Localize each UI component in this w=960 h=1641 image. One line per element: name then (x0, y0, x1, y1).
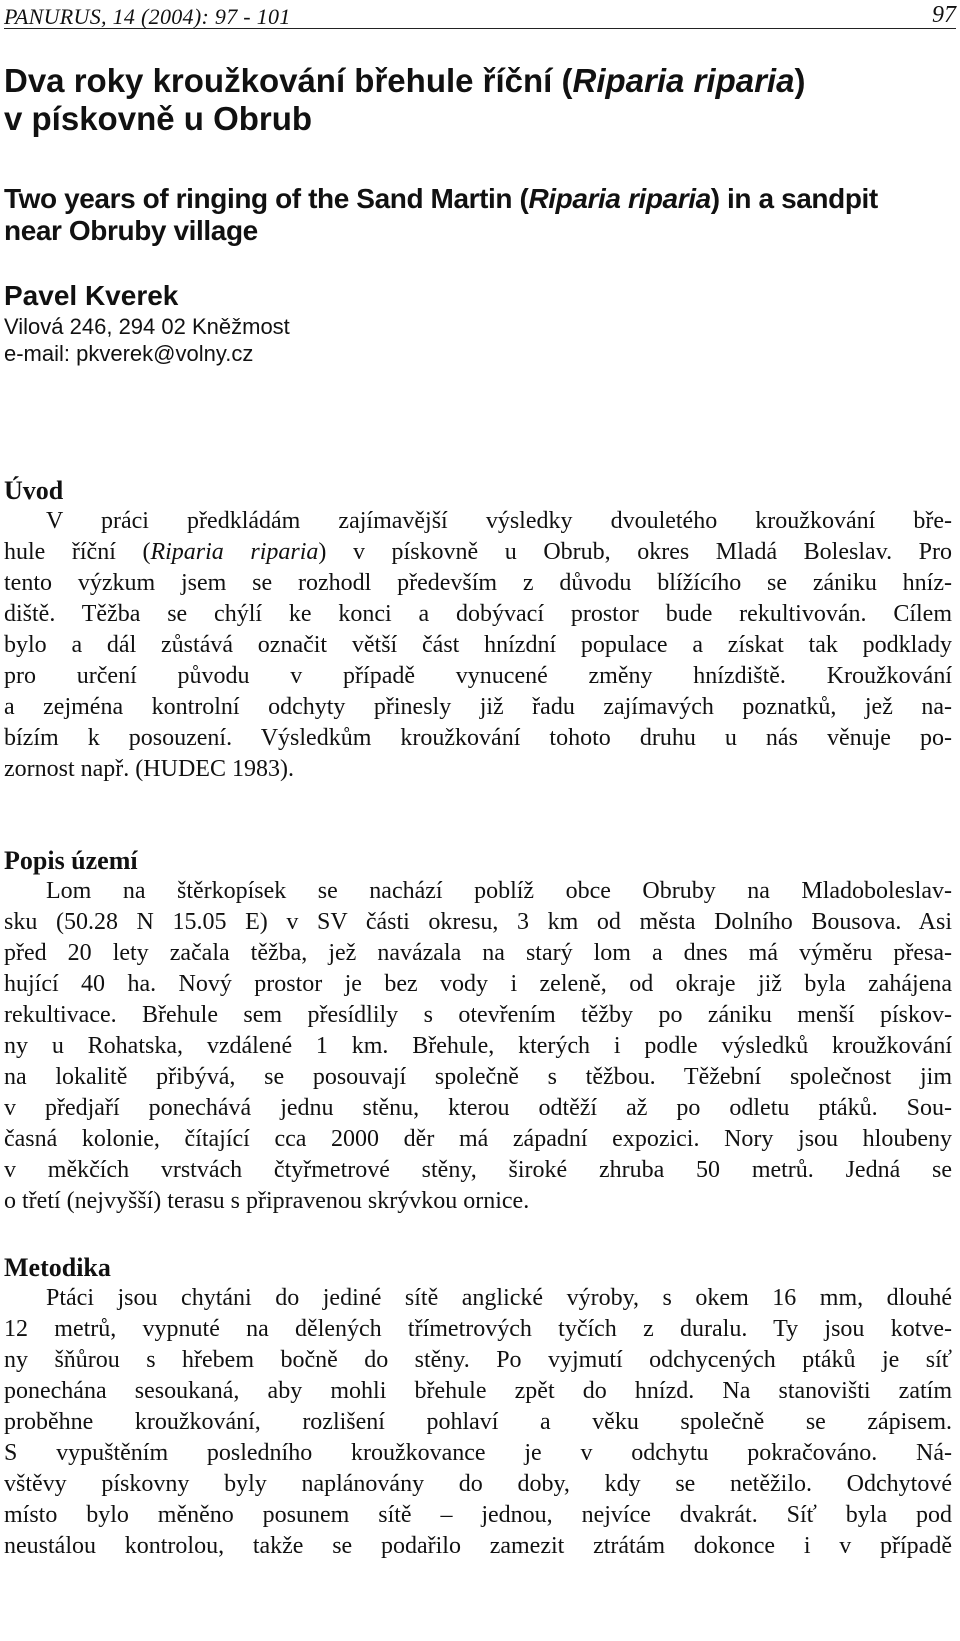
subtitle-part2: ) in a sandpit (710, 183, 878, 214)
subtitle-line2: near Obruby village (4, 215, 258, 246)
title-line2: v pískovně u Obrub (4, 100, 313, 137)
title-species: Riparia riparia (572, 62, 795, 99)
text-line: Lom na štěrkopísek se nachází poblíž obce Obruby na Mladoboleslav- (46, 878, 952, 904)
author-address: Vilová 246, 294 02 Kněžmost (4, 314, 290, 339)
text-line: V práci předkládám zajímavější výsledky dvouletého kroužkování bře- (46, 508, 952, 534)
text-line: bízím k posouzení. Výsledkům kroužkování tohoto druhu u nás věnuje po- (4, 725, 952, 751)
subtitle-species: Riparia riparia (528, 183, 711, 214)
text-line: 12 metrů, vypnuté na dělených třímetrových tyčích z duralu. Ty jsou kotve- (4, 1316, 952, 1342)
text-line: bylo a dál zůstává označit větší část hnízdní populace a získat tak podklady (4, 632, 952, 658)
section-body-uvod (4, 506, 952, 785)
text-line: diště. Těžba se chýlí ke konci a dobývací prostor bude rekultivován. Cílem (4, 601, 952, 627)
text-line: tento výzkum jsem se rozhodl především z důvodu blížícího se zániku hníz- (4, 570, 952, 596)
section-body-popis (4, 876, 952, 1217)
author-email[interactable]: e-mail: pkverek@volny.cz (4, 341, 254, 366)
text-line: vštěvy pískovny byly naplánovány do doby, kdy se netěžilo. Odchytové (4, 1471, 952, 1497)
text-line: ny šňůrou s hřebem bočně do stěny. Po vyjmutí odchycených ptáků je síť (4, 1347, 952, 1373)
running-header (4, 2, 956, 29)
title-part2: ) (794, 62, 806, 99)
text-line: ponechána sesoukaná, aby mohli břehule zpět do hnízd. Na stanovišti zatím (4, 1378, 952, 1404)
text-line: časná kolonie, čítající cca 2000 děr má západní expozici. Nory jsou hloubeny (4, 1126, 952, 1152)
section-heading-uvod: Úvod (4, 476, 64, 505)
text-line: S vypuštěním posledního kroužkovance je v odchytu pokračováno. Ná- (4, 1440, 952, 1466)
author-name: Pavel Kverek (4, 280, 179, 311)
text-line: a zejména kontrolní odchyty přinesly již řadu zajímavých poznatků, jež na- (4, 694, 952, 720)
text-line: neustálou kontrolou, takže se podařilo zamezit ztrátám dokonce i v případě (4, 1533, 952, 1559)
subtitle-part1: Two years of ringing of the Sand Martin ( (4, 183, 529, 214)
journal-citation: PANURUS, 14 (2004): 97 - 101 (4, 4, 291, 29)
text-line: o třetí (nejvyšší) terasu s připravenou skrývkou ornice. (4, 1188, 530, 1214)
section-heading-popis: Popis území (4, 846, 138, 875)
text-line: hující 40 ha. Nový prostor je bez vody i zeleně, od okraje již byla zahájena (4, 971, 952, 997)
text-line: hule říční (Riparia riparia) v pískovně u Obrub, okres Mladá Boleslav. Pro (4, 539, 953, 565)
text-line: Ptáci jsou chytáni do jediné sítě anglické výroby, s okem 16 mm, dlouhé (46, 1285, 952, 1311)
text-line: zornost např. (HUDEC 1983). (4, 756, 294, 782)
english-title (4, 183, 944, 247)
article-title (4, 62, 944, 138)
text-line: místo bylo měněno posunem sítě – jednou, nejvíce dvakrát. Síť byla pod (4, 1502, 952, 1528)
species-name: Riparia riparia (150, 539, 319, 565)
text-line: proběhne kroužkování, rozlišení pohlaví a věku společně se zápisem. (4, 1409, 952, 1435)
text-line: v předjaří ponechává jednu stěnu, kterou odtěží až po odletu ptáků. Sou- (4, 1095, 952, 1121)
text-line: v měkčích vrstvách čtyřmetrové stěny, široké zhruba 50 metrů. Jedná se (4, 1157, 952, 1183)
text-line: rekultivace. Břehule sem přesídlily s otevřením těžby po zániku menší pískov- (4, 1002, 952, 1028)
section-heading-metodika: Metodika (4, 1253, 111, 1282)
text-line: před 20 lety začala těžba, jež navázala na starý lom a dnes má výměru přesa- (4, 940, 952, 966)
section-body-metodika (4, 1283, 952, 1562)
text-line: sku (50.28 N 15.05 E) v SV části okresu, 3 km od města Dolního Bousova. Asi (4, 909, 952, 935)
title-part1: Dva roky kroužkování břehule říční ( (4, 62, 573, 99)
text-line: ny u Rohatska, vzdálené 1 km. Břehule, kterých i podle výsledků kroužkování (4, 1033, 952, 1059)
text-line: pro určení původu v případě vynucené změny hnízdiště. Kroužkování (4, 663, 952, 689)
page-number: 97 (932, 2, 956, 28)
text-line: na lokalitě přibývá, se posouvají společně s těžbou. Těžební společnost jim (4, 1064, 952, 1090)
